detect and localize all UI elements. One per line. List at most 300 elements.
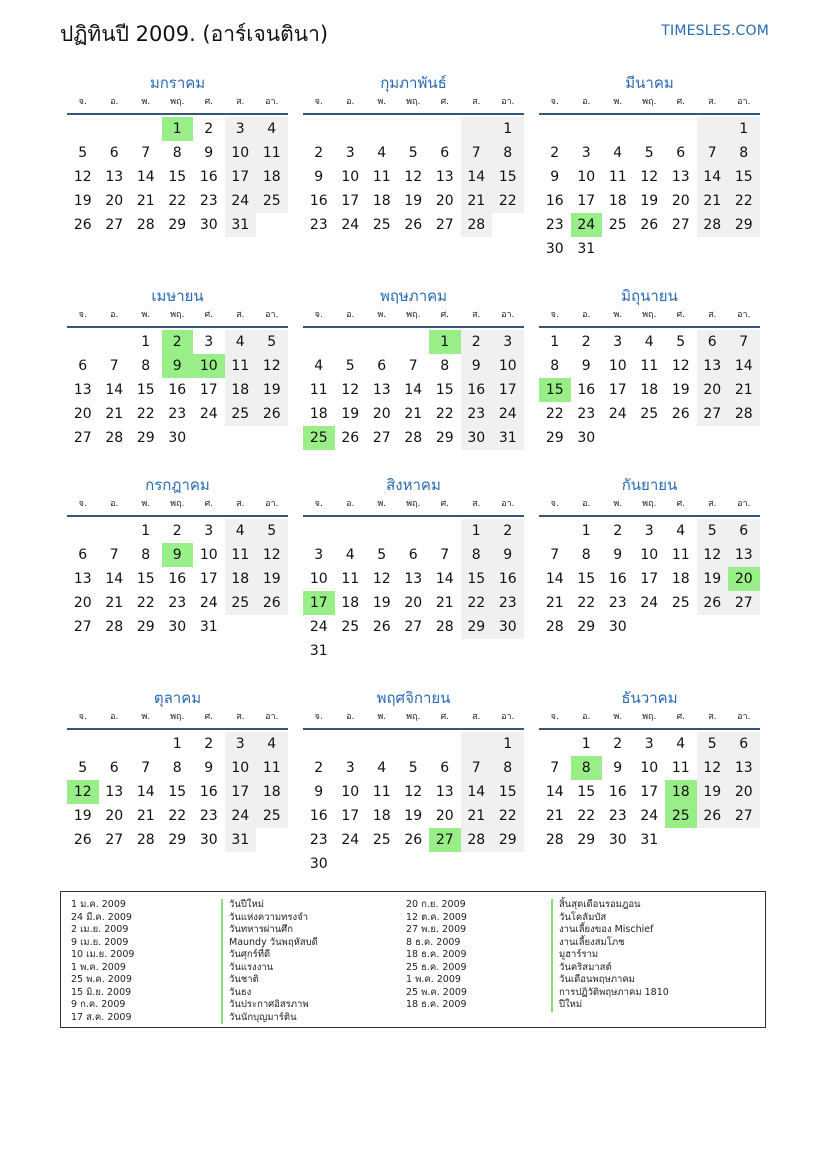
weekday-label: พฤ.: [642, 310, 657, 320]
day-cell: 30: [168, 619, 187, 635]
day-cell: 7: [440, 547, 450, 563]
day-cell: 14: [545, 784, 564, 800]
day-cell: 6: [728, 732, 760, 756]
day-cell: 16: [199, 784, 218, 800]
day-cell: 17: [608, 382, 627, 398]
day-grid: [539, 117, 760, 261]
day-cell: 4: [314, 358, 324, 374]
day-cell: 26: [404, 832, 423, 848]
day-cell: 4: [345, 547, 355, 563]
day-cell: 7: [550, 547, 560, 563]
weekday-label: จ.: [78, 712, 87, 722]
empty-day-cell: [67, 519, 99, 543]
day-cell: 13: [105, 784, 124, 800]
day-cell: 22: [168, 808, 187, 824]
day-cell: 8: [492, 756, 524, 780]
day-cell: 7: [550, 760, 560, 776]
legend-holiday-name: วันคริสมาสต์: [551, 962, 669, 975]
day-cell: 10: [341, 784, 360, 800]
day-cell: 20: [728, 780, 760, 804]
day-cell: 20: [435, 193, 454, 209]
month-block: [539, 474, 760, 639]
day-cell: 18: [225, 567, 257, 591]
day-cell: 24: [199, 595, 218, 611]
legend-holiday-name: มูฮาร์ราม: [551, 949, 669, 962]
day-cell: 12: [404, 169, 423, 185]
legend-holiday-name: วันศุกร์ที่ดี: [221, 949, 318, 962]
day-grid: [67, 330, 288, 450]
weekday-label: จ.: [78, 97, 87, 107]
day-cell: 25: [225, 591, 257, 615]
day-grid: [539, 732, 760, 852]
day-cell: 27: [73, 619, 92, 635]
day-cell: 9: [613, 760, 623, 776]
weekday-label: ส.: [472, 712, 481, 722]
day-cell: 1: [581, 736, 591, 752]
day-cell: 6: [697, 330, 729, 354]
weekday-label: พ.: [377, 499, 387, 509]
day-cell: 8: [172, 145, 182, 161]
day-cell: 14: [728, 354, 760, 378]
weekday-label: ส.: [708, 712, 717, 722]
day-cell: 6: [78, 358, 88, 374]
day-cell: 15: [168, 169, 187, 185]
weekday-label: พฤ.: [170, 712, 185, 722]
day-cell: 26: [697, 804, 729, 828]
day-cell: 25: [372, 832, 391, 848]
weekday-label: ศ.: [440, 712, 450, 722]
day-cell: 6: [676, 145, 686, 161]
day-cell: 2: [204, 736, 214, 752]
weekday-label: ส.: [236, 310, 245, 320]
day-cell: 6: [440, 760, 450, 776]
empty-day-cell: [602, 237, 634, 261]
day-grid: [303, 519, 524, 663]
month-name: ธันวาคม: [621, 689, 678, 707]
day-cell: 28: [728, 402, 760, 426]
day-cell: 24: [225, 804, 257, 828]
weekday-label: จ.: [78, 499, 87, 509]
holiday-day-cell: 9: [162, 543, 194, 567]
weekday-label: อ.: [346, 97, 355, 107]
day-cell: 24: [640, 808, 659, 824]
day-cell: 26: [372, 619, 391, 635]
day-cell: 4: [225, 330, 257, 354]
day-cell: 31: [225, 828, 257, 852]
day-cell: 30: [545, 241, 564, 257]
legend-dates-col-1: [71, 899, 134, 1024]
empty-day-cell: [366, 852, 398, 876]
day-cell: 25: [341, 619, 360, 635]
day-cell: 26: [640, 217, 659, 233]
day-cell: 15: [136, 382, 155, 398]
day-cell: 2: [204, 121, 214, 137]
weekday-label: ศ.: [676, 712, 686, 722]
day-grid: [539, 330, 760, 450]
empty-day-cell: [539, 519, 571, 543]
empty-day-cell: [539, 732, 571, 756]
day-cell: 31: [225, 213, 257, 237]
month-name: มกราคม: [149, 74, 206, 92]
day-cell: 19: [404, 193, 423, 209]
day-cell: 19: [73, 193, 92, 209]
weekday-header: [539, 307, 760, 328]
empty-day-cell: [99, 732, 131, 756]
day-cell: 4: [377, 145, 387, 161]
day-cell: 26: [671, 406, 690, 422]
day-cell: 24: [341, 217, 360, 233]
empty-day-cell: [366, 639, 398, 663]
weekday-label: ส.: [708, 97, 717, 107]
day-cell: 25: [256, 804, 288, 828]
weekday-label: พ.: [141, 97, 151, 107]
legend-holiday-name: งานเลี้ยงสมโภช: [551, 937, 669, 950]
empty-day-cell: [303, 519, 335, 543]
weekday-label: อา.: [265, 712, 279, 722]
empty-day-cell: [256, 213, 288, 237]
day-cell: 27: [404, 619, 423, 635]
legend-holiday-name: วันนักบุญมาร์ติน: [221, 1012, 318, 1025]
weekday-label: จ.: [78, 310, 87, 320]
day-cell: 21: [697, 189, 729, 213]
day-cell: 2: [461, 330, 493, 354]
empty-day-cell: [335, 519, 367, 543]
weekday-label: อ.: [346, 310, 355, 320]
day-cell: 27: [728, 591, 760, 615]
day-cell: 20: [105, 808, 124, 824]
holiday-day-cell: 20: [728, 567, 760, 591]
day-cell: 30: [608, 619, 627, 635]
day-cell: 19: [640, 193, 659, 209]
day-cell: 24: [309, 619, 328, 635]
weekday-label: พฤ.: [170, 310, 185, 320]
empty-day-cell: [697, 237, 729, 261]
day-cell: 30: [199, 832, 218, 848]
day-cell: 12: [697, 756, 729, 780]
day-cell: 4: [676, 736, 686, 752]
day-cell: 11: [640, 358, 659, 374]
weekday-label: ส.: [472, 310, 481, 320]
day-cell: 1: [141, 523, 151, 539]
day-cell: 24: [640, 595, 659, 611]
day-cell: 3: [644, 523, 654, 539]
day-cell: 10: [309, 571, 328, 587]
day-cell: 8: [141, 358, 151, 374]
weekday-header: [303, 709, 524, 730]
site-link[interactable]: TIMESLES.COM: [661, 23, 769, 39]
day-cell: 5: [697, 519, 729, 543]
day-cell: 4: [644, 334, 654, 350]
empty-day-cell: [398, 732, 430, 756]
legend-date: 20 ก.ย. 2009: [406, 899, 466, 910]
weekday-label: จ.: [314, 499, 323, 509]
weekday-label: พฤ.: [642, 499, 657, 509]
day-cell: 21: [545, 595, 564, 611]
day-cell: 3: [581, 145, 591, 161]
empty-day-cell: [130, 732, 162, 756]
day-cell: 5: [78, 760, 88, 776]
month-block: [67, 72, 288, 237]
weekday-label: จ.: [314, 310, 323, 320]
day-cell: 11: [372, 169, 391, 185]
empty-day-cell: [461, 852, 493, 876]
day-cell: 13: [404, 571, 423, 587]
day-cell: 30: [492, 615, 524, 639]
day-cell: 16: [545, 193, 564, 209]
day-cell: 19: [256, 567, 288, 591]
empty-day-cell: [303, 117, 335, 141]
legend-holiday-name: วันประกาศอิสรภาพ: [221, 999, 318, 1012]
day-cell: 24: [492, 402, 524, 426]
legend-date: 1 ม.ค. 2009: [71, 899, 126, 910]
month-block: [67, 687, 288, 852]
weekday-label: พฤ.: [170, 97, 185, 107]
day-cell: 26: [73, 832, 92, 848]
day-cell: 1: [172, 736, 182, 752]
day-cell: 18: [309, 406, 328, 422]
day-cell: 23: [168, 406, 187, 422]
legend-date: 25 พ.ค. 2009: [71, 974, 132, 985]
day-cell: 29: [492, 828, 524, 852]
legend-date: 12 ต.ค. 2009: [406, 911, 467, 923]
day-cell: 11: [225, 354, 257, 378]
day-cell: 16: [199, 169, 218, 185]
holiday-day-cell: 25: [665, 804, 697, 828]
month-block: [303, 687, 524, 876]
empty-day-cell: [366, 330, 398, 354]
day-cell: 23: [461, 402, 493, 426]
day-cell: 10: [341, 169, 360, 185]
day-cell: 21: [105, 595, 124, 611]
day-cell: 5: [408, 760, 418, 776]
weekday-label: พ.: [613, 97, 623, 107]
weekday-label: พ.: [377, 310, 387, 320]
weekday-label: พ.: [613, 310, 623, 320]
day-cell: 21: [136, 808, 155, 824]
month-block: [539, 687, 760, 852]
holiday-day-cell: 1: [162, 117, 194, 141]
day-cell: 29: [545, 430, 564, 446]
weekday-label: พฤ.: [642, 97, 657, 107]
day-cell: 7: [109, 547, 119, 563]
weekday-header: [539, 496, 760, 517]
empty-day-cell: [398, 330, 430, 354]
holiday-day-cell: 1: [429, 330, 461, 354]
day-cell: 15: [435, 382, 454, 398]
empty-day-cell: [634, 615, 666, 639]
day-cell: 13: [73, 382, 92, 398]
day-cell: 28: [105, 619, 124, 635]
day-cell: 12: [341, 382, 360, 398]
legend-date: 9 ก.ค. 2009: [71, 999, 126, 1010]
day-cell: 19: [671, 382, 690, 398]
weekday-header: [303, 94, 524, 115]
day-cell: 17: [640, 571, 659, 587]
day-cell: 16: [309, 808, 328, 824]
day-cell: 13: [435, 169, 454, 185]
weekday-header: [67, 709, 288, 730]
legend-holiday-name: สิ้นสุดเดือนรอมฎอน: [551, 899, 669, 912]
day-cell: 14: [461, 780, 493, 804]
day-cell: 14: [105, 382, 124, 398]
day-cell: 26: [73, 217, 92, 233]
holiday-day-cell: 12: [67, 780, 99, 804]
day-cell: 28: [105, 430, 124, 446]
day-cell: 10: [199, 547, 218, 563]
day-cell: 31: [309, 643, 328, 659]
empty-day-cell: [130, 117, 162, 141]
month-name: กันยายน: [621, 476, 678, 494]
empty-day-cell: [571, 117, 603, 141]
weekday-label: ส.: [708, 310, 717, 320]
day-cell: 3: [613, 334, 623, 350]
day-cell: 23: [309, 217, 328, 233]
day-cell: 14: [136, 169, 155, 185]
day-cell: 20: [73, 595, 92, 611]
weekday-label: อา.: [265, 499, 279, 509]
day-cell: 19: [697, 780, 729, 804]
day-cell: 1: [728, 117, 760, 141]
empty-day-cell: [225, 615, 257, 639]
day-cell: 21: [105, 406, 124, 422]
day-cell: 16: [168, 571, 187, 587]
weekday-label: อา.: [501, 499, 515, 509]
empty-day-cell: [67, 117, 99, 141]
day-cell: 1: [492, 117, 524, 141]
day-cell: 19: [697, 567, 729, 591]
day-cell: 28: [461, 828, 493, 852]
day-cell: 20: [105, 193, 124, 209]
weekday-header: [539, 709, 760, 730]
empty-day-cell: [429, 732, 461, 756]
legend-holiday-name: Maundy วันพฤหัสบดี: [221, 937, 318, 950]
day-cell: 22: [545, 406, 564, 422]
day-cell: 17: [341, 193, 360, 209]
day-cell: 2: [581, 334, 591, 350]
month-block: [539, 72, 760, 261]
day-cell: 22: [136, 595, 155, 611]
month-name: ตุลาคม: [153, 689, 202, 707]
day-cell: 4: [256, 732, 288, 756]
day-cell: 2: [550, 145, 560, 161]
day-cell: 25: [372, 217, 391, 233]
day-cell: 17: [341, 808, 360, 824]
weekday-label: อา.: [737, 499, 751, 509]
day-cell: 23: [545, 217, 564, 233]
weekday-label: ส.: [236, 97, 245, 107]
weekday-label: ส.: [708, 499, 717, 509]
legend-date: 10 เม.ย. 2009: [71, 949, 135, 960]
day-cell: 16: [168, 382, 187, 398]
empty-day-cell: [366, 519, 398, 543]
day-cell: 7: [697, 141, 729, 165]
empty-day-cell: [429, 852, 461, 876]
day-grid: [303, 117, 524, 237]
empty-day-cell: [665, 828, 697, 852]
empty-day-cell: [429, 639, 461, 663]
day-cell: 5: [644, 145, 654, 161]
day-cell: 18: [671, 571, 690, 587]
weekday-label: อ.: [582, 310, 591, 320]
day-cell: 16: [577, 382, 596, 398]
day-cell: 21: [461, 189, 493, 213]
day-cell: 4: [377, 760, 387, 776]
day-cell: 18: [608, 193, 627, 209]
weekday-label: พฤ.: [406, 97, 421, 107]
empty-day-cell: [398, 117, 430, 141]
day-cell: 7: [141, 145, 151, 161]
empty-day-cell: [335, 117, 367, 141]
day-cell: 23: [199, 808, 218, 824]
day-cell: 28: [545, 832, 564, 848]
day-cell: 1: [461, 519, 493, 543]
empty-day-cell: [398, 519, 430, 543]
day-cell: 6: [408, 547, 418, 563]
day-cell: 1: [550, 334, 560, 350]
day-cell: 20: [697, 378, 729, 402]
weekday-label: พฤ.: [406, 499, 421, 509]
day-cell: 3: [314, 547, 324, 563]
legend-holiday-name: ปีใหม่: [551, 999, 669, 1012]
day-cell: 13: [435, 784, 454, 800]
day-cell: 23: [309, 832, 328, 848]
day-cell: 31: [640, 832, 659, 848]
day-cell: 30: [199, 217, 218, 233]
day-cell: 2: [314, 145, 324, 161]
weekday-label: อ.: [346, 499, 355, 509]
empty-day-cell: [665, 426, 697, 450]
empty-day-cell: [99, 519, 131, 543]
empty-day-cell: [728, 237, 760, 261]
weekday-header: [67, 94, 288, 115]
day-cell: 7: [461, 756, 493, 780]
day-cell: 27: [728, 804, 760, 828]
day-cell: 26: [256, 591, 288, 615]
empty-day-cell: [461, 117, 493, 141]
month-block: [303, 474, 524, 663]
day-cell: 18: [256, 780, 288, 804]
empty-day-cell: [67, 732, 99, 756]
day-cell: 28: [545, 619, 564, 635]
day-cell: 13: [73, 571, 92, 587]
empty-day-cell: [256, 426, 288, 450]
day-cell: 5: [676, 334, 686, 350]
day-cell: 3: [204, 523, 214, 539]
holiday-day-cell: 24: [571, 213, 603, 237]
weekday-header: [539, 94, 760, 115]
day-cell: 17: [640, 784, 659, 800]
weekday-label: ส.: [472, 499, 481, 509]
day-cell: 9: [461, 354, 493, 378]
day-cell: 11: [608, 169, 627, 185]
day-cell: 5: [256, 519, 288, 543]
day-cell: 27: [697, 402, 729, 426]
weekday-label: จ.: [314, 712, 323, 722]
legend-date: 24 มี.ค. 2009: [71, 911, 132, 923]
day-cell: 10: [640, 547, 659, 563]
day-cell: 29: [136, 430, 155, 446]
legend-date: 1 พ.ค. 2009: [406, 974, 461, 985]
day-cell: 10: [492, 354, 524, 378]
day-cell: 12: [404, 784, 423, 800]
day-cell: 14: [461, 165, 493, 189]
day-cell: 5: [256, 330, 288, 354]
weekday-label: ศ.: [440, 97, 450, 107]
day-cell: 15: [461, 567, 493, 591]
day-cell: 23: [168, 595, 187, 611]
day-cell: 29: [136, 619, 155, 635]
day-cell: 29: [577, 832, 596, 848]
